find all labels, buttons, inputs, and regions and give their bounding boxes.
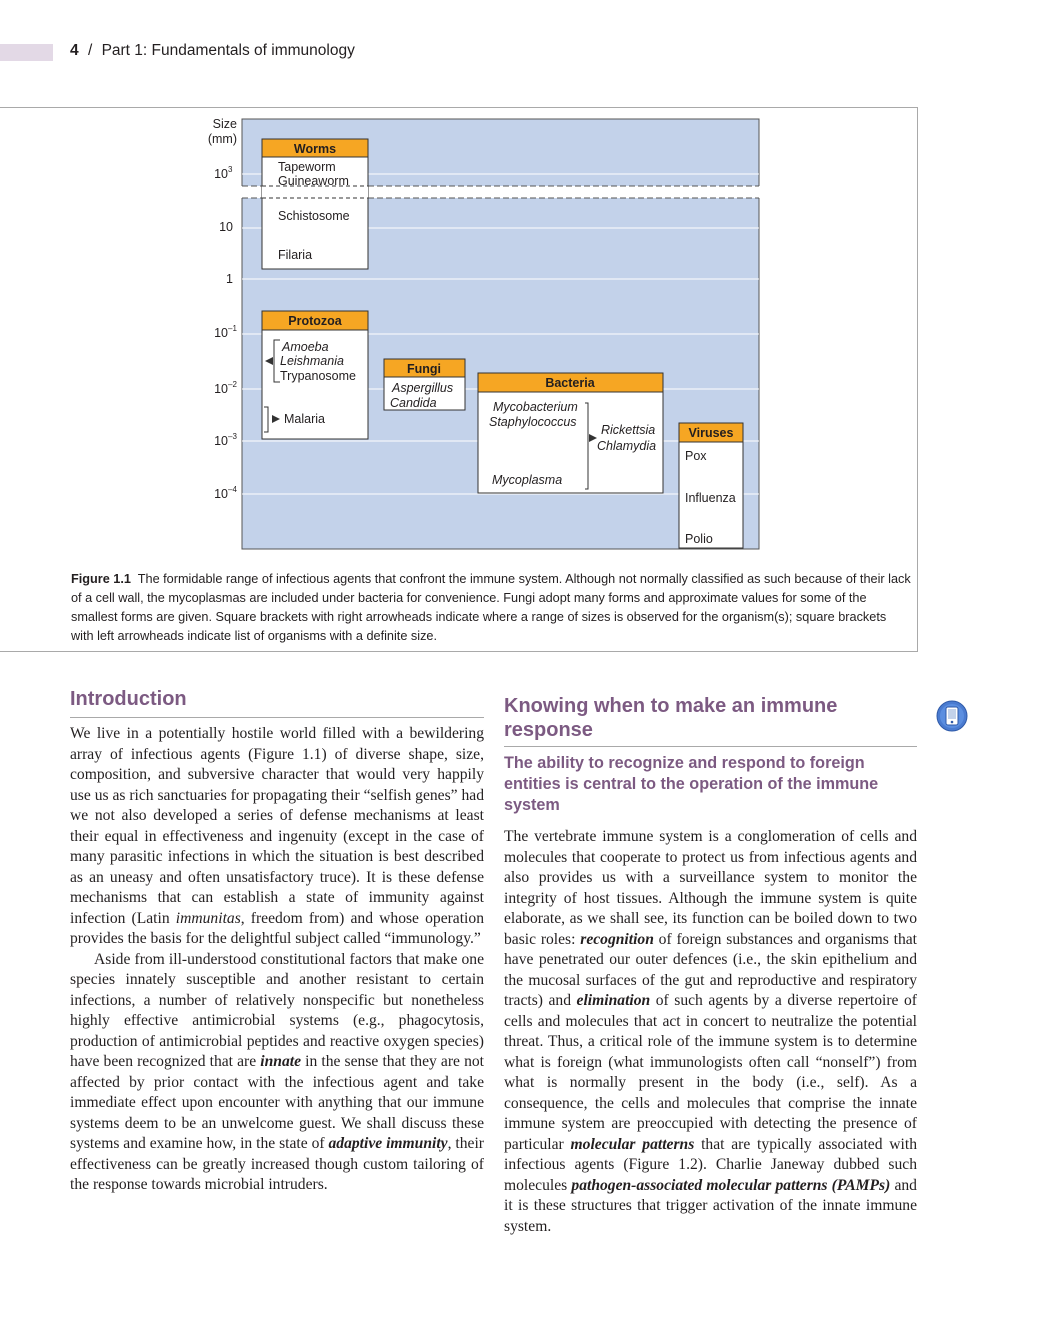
- protozoa-item: Malaria: [284, 412, 325, 426]
- heading-rule: [70, 717, 484, 718]
- term-adaptive-immunity: adaptive immunity: [328, 1135, 448, 1152]
- axis-tick-label: 10: [214, 487, 228, 501]
- paragraph: The vertebrate immune system is a conglomeration of cells and molecules that cooperate to protect us from infectious agents and also provides us with a surveillance system to monitor the integrity of host tissues. Although the immune system is quite elaborate, as we shall see, its function can be boiled down to two basic roles: recognition of foreign substances and organisms that have penetrated our outer defences (i.e., the skin epithelium and the mucosal surfaces of the gut and reproductive and respiratory tracts) and elimination of such agents by a diverse repertoire of cells and molecules that act in concert to neutralize the potential threat. Thus, a critical role of the immune system is to determine what is foreign (what immunologists often call “nonself”) from what is normally present in the body (i.e., self). As a consequence, the cells and molecules that comprise the innate immune system are preoccupied with detecting the presence of particular molecular patterns that are typically associated with infectious agents (Figure 1.2). Charlie Janeway dubbed such molecules pathogen-associated molecular patterns (PAMPs) and it is these structures that trigger activation of the innate immune system.: [504, 828, 918, 1235]
- axis-tick-exponent: –4: [228, 485, 237, 494]
- virus-item: Influenza: [685, 491, 736, 505]
- running-title: Part 1: Fundamentals of immunology: [101, 42, 355, 59]
- paragraph: Aside from ill-understood constitutional factors that make one species innately susceptible and another resistant to certain infections, a number of relatively nonspecific but nonetheless highly effective antimicrobial systems (e.g., phagocytosis, production of antimicrobial peptides and reactive oxygen species) have been recognized that are innate in the sense that they are not affected by prior contact with the infectious agent and take immediate effect upon encounter with anything that our immune systems deem to be an unwelcome guest. We shall discuss these systems and examine how, in the state of adaptive immunity, their effectiveness can be greatly increased though custom tailoring of the response towards microbial intruders.: [70, 950, 484, 1193]
- virus-item: Pox: [685, 449, 707, 463]
- axis-tick-label: 10: [214, 326, 228, 340]
- group-fungi: [384, 359, 465, 410]
- term-pamps: pathogen-associated molecular patterns (PAMPs): [571, 1176, 891, 1194]
- term-recognition: recognition: [580, 930, 654, 948]
- bacteria-item: Chlamydia: [597, 439, 657, 453]
- bacteria-item: Rickettsia: [601, 423, 656, 437]
- knowing-body: [504, 827, 917, 1237]
- axis-tick-label: 1: [226, 272, 233, 286]
- fungi-title: Fungi: [406, 362, 442, 376]
- term-molecular-patterns: molecular patterns: [570, 1135, 695, 1153]
- axis-tick-label: 10: [214, 434, 228, 448]
- worm-item: Filaria: [278, 248, 313, 262]
- paragraph: We live in a potentially hostile world filled with a bewildering array of infectious agents (Figure 1.1) of diverse shape, size, composition, and subversive character that would very happily use us as rich sanctuaries for propagating their “selfish genes” had we not also developed a series of defense mechanisms at least their equal in effectiveness and ingenuity (except in the case of many parasitic infections in which the situation is best described as an uneasy and often unsatisfactory truce). It is these defense mechanisms that can establish a state of immunity against infection (Latin immunitas, freedom from) and whose operation provides the basis for the delightful subject called “immunology.”: [70, 725, 484, 947]
- axis-tick-exponent: –2: [228, 380, 237, 389]
- viruses-title: Viruses: [688, 426, 734, 440]
- fungi-item: Candida: [390, 396, 437, 410]
- axis-tick-labels: [214, 165, 237, 501]
- protozoa-item: Amoeba: [282, 340, 329, 354]
- introduction-body: [70, 724, 484, 1196]
- running-header: [70, 42, 355, 60]
- axis-tick-exponent: –3: [228, 432, 237, 441]
- axis-title-line1: Size: [212, 117, 237, 131]
- worms-title: Worms: [293, 142, 337, 156]
- term-elimination: elimination: [576, 992, 651, 1009]
- group-protozoa: [262, 311, 368, 439]
- header-separator: /: [87, 42, 93, 59]
- group-viruses: [679, 423, 743, 548]
- figure-caption: [71, 570, 911, 646]
- bacteria-item: Staphylococcus: [489, 415, 577, 429]
- header-accent-bar: [0, 44, 53, 61]
- fungi-item: Aspergillus: [392, 381, 454, 395]
- bacteria-title: Bacteria: [545, 376, 595, 390]
- ebook-reader-icon[interactable]: [936, 700, 968, 732]
- axis-tick-exponent: –1: [228, 324, 237, 333]
- axis-title-line2: (mm): [207, 132, 237, 146]
- worm-item: Tapeworm: [278, 160, 336, 174]
- virus-item: Polio: [685, 532, 713, 546]
- section-heading: Knowing when to make an immune response: [504, 695, 838, 741]
- introduction-heading: Introduction: [70, 688, 187, 710]
- bacteria-item: Mycoplasma: [492, 473, 563, 487]
- term-innate: innate: [260, 1053, 302, 1070]
- axis-tick-label: 10: [214, 167, 228, 181]
- heading-rule: [504, 746, 917, 747]
- group-worms: [262, 139, 368, 269]
- axis-tick-exponent: 3: [228, 165, 233, 174]
- axis-tick-label: 10: [214, 382, 228, 396]
- worm-item: Schistosome: [278, 209, 350, 223]
- figure-1-1-diagram: [0, 107, 917, 557]
- protozoa-title: Protozoa: [288, 314, 342, 328]
- protozoa-item: Trypanosome: [280, 369, 356, 383]
- protozoa-item: Leishmania: [280, 354, 344, 368]
- caption-text: The formidable range of infectious agents that confront the immune system. Although not normally classified as such because of their lack of a cell wall, the mycoplasmas are included under bacteria for convenience. Fungi adopt many forms and approximate values for some of the smallest forms are given. Square brackets with right arrowheads indicate where a range of sizes is observed for the organism(s); square brackets with left arrowheads indicate list of organisms with a definite size.: [71, 572, 911, 643]
- worm-item: Guineaworm: [278, 174, 349, 188]
- bacteria-item: Mycobacterium: [493, 400, 578, 414]
- caption-label: Figure 1.1: [71, 572, 131, 586]
- subsection-heading: The ability to recognize and respond to foreign entities is central to the operation of the immune system: [504, 754, 879, 814]
- page-number: 4: [70, 42, 79, 59]
- axis-tick-label: 10: [219, 220, 233, 234]
- group-bacteria: [478, 373, 663, 493]
